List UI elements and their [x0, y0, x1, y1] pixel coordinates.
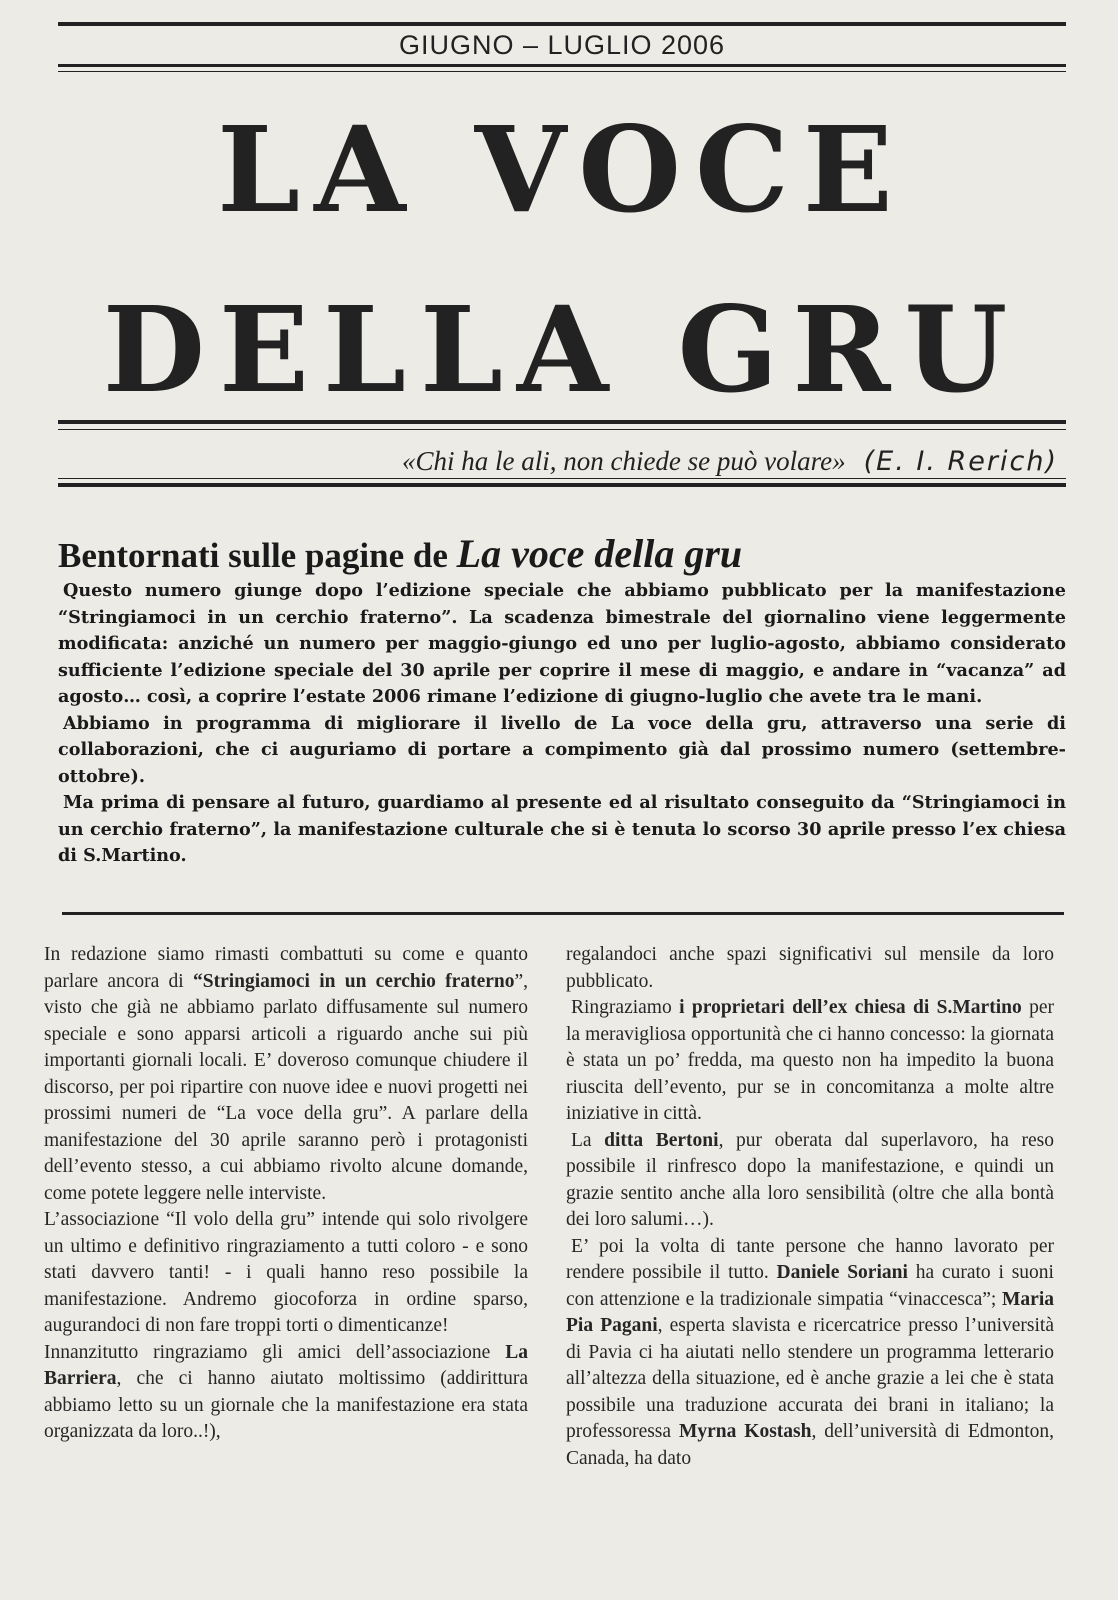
motto-text: «Chi ha le ali, non chiede se può volare»: [401, 446, 846, 476]
column-paragraph: Ringraziamo i proprietari dell’ex chiesa di S.Martino per la meravigliosa opportunità che ci hanno concesso: la giornata è stata un po’ fredda, ma questo non ha impedito la buona riuscita dell’evento, pur se in concomitanza a molte altre iniziative in città.: [566, 997, 1054, 1124]
column-paragraph: L’associazione “Il volo della gru” intende qui solo rivolgere un ultimo e definitivo ringraziamento a tutti coloro - e sono stati davvero tanti! - i quali hanno reso possibile la manifestazione. Andremo giocoforza in ordine sparso, augurandoci di non fare troppi torti o dimenticanze!: [44, 1209, 528, 1336]
motto-rule-thick: [58, 483, 1066, 487]
masthead-rule-thin: [58, 429, 1066, 430]
date-rule-thin: [58, 71, 1066, 72]
column-paragraph: In redazione siamo rimasti combattuti su come e quanto parlare ancora di “Stringiamoci in un cerchio fraterno”, visto che già ne abbiamo parlato diffusamente sul numero speciale e sono apparsi articoli a riguardo anche sui più importanti giornali locali. E’ doveroso comunque chiudere il discorso, per poi ripartire con nuove idee e nuovi progetti nei prossimi numeri de “La voce della gru”. A parlare della manifestazione del 30 aprile saranno però i protagonisti dell’evento stesso, a cui abbiamo rivolto alcune domande, come potete leggere nelle interviste.: [44, 944, 529, 1204]
column-paragraph: E’ poi la volta di tante persone che hanno lavorato per rendere possibile il tutto. Daniele Soriani ha curato i suoni con attenzione e la tradizionale simpatia “vinaccesca”; Maria Pia Pagani, esperta slavista e ricercatrice presso l’università di Pavia ci ha aiutati nello stendere un programma letterario all’altezza della situazione, ed è anche grazie a lei che è stata possibile una traduzione accurata dei brani in italiano; la professoressa Myrna Kostash, dell’università di Edmonton, Canada, ha dato: [566, 1235, 1054, 1469]
intro-paragraph: Abbiamo in programma di migliorare il livello de La voce della gru, attraverso una serie di collaborazioni, che ci auguriamo di portare a compimento già dal prossimo numero (settembre-ottobre).: [58, 712, 1066, 787]
motto-author: (E. I. Rerich): [863, 446, 1058, 477]
masthead-line-1: LA VOCE: [217, 100, 907, 239]
motto: [402, 446, 1058, 477]
column-paragraph: regalandoci anche spazi significativi sul mensile da loro pubblicato.: [566, 944, 1054, 992]
headline-title: La voce della gru: [456, 531, 743, 576]
intro-paragraph: Questo numero giunge dopo l’edizione speciale che abbiamo pubblicato per la manifestazione “Stringiamoci in un cerchio fraterno”. La scadenza bimestrale del giornalino viene leggermente modificata: anziché un numero per maggio-giungo ed uno per luglio-agosto, abbiamo considerato sufficiente l’edizione speciale del 30 aprile per coprire il mese di maggio, e andare in “vacanza” ad agosto… così, a coprire l’estate 2006 rimane l’edizione di giugno-luglio che avete tra le mani.: [58, 580, 1066, 707]
masthead-line-2: DELLA GRU: [102, 280, 1022, 419]
masthead-rule-thick: [58, 420, 1066, 424]
column-left: [44, 942, 528, 1446]
intro-paragraph: Ma prima di pensare al futuro, guardiamo al presente ed al risultato conseguito da “Stringiamoci in un cerchio fraterno”, la manifestazione culturale che si è tenuta lo scorso 30 aprile presso l’ex chiesa di S.Martino.: [58, 792, 1066, 866]
column-right: [566, 942, 1054, 1472]
motto-rule-thin: [58, 478, 1066, 479]
headline-prefix: Bentornati sulle pagine de: [58, 536, 457, 575]
article-headline: [58, 530, 1066, 577]
issue-date: GIUGNO – LUGLIO 2006: [398, 30, 726, 60]
section-rule: [62, 912, 1064, 915]
top-rule: [58, 22, 1066, 26]
column-paragraph: La ditta Bertoni, pur oberata dal superlavoro, ha reso possibile il rinfresco dopo la manifestazione, e quindi un grazie sentito anche alla loro sensibilità (oltre che alla bontà dei loro salumi…).: [566, 1129, 1054, 1230]
date-rule-thick: [58, 64, 1066, 67]
article-intro: [58, 578, 1066, 870]
column-paragraph: Innanzitutto ringraziamo gli amici dell’associazione La Barriera, che ci hanno aiutato moltissimo (addirittura abbiamo letto su un giornale che la manifestazione era stata organizzata da loro..!),: [44, 1341, 528, 1442]
